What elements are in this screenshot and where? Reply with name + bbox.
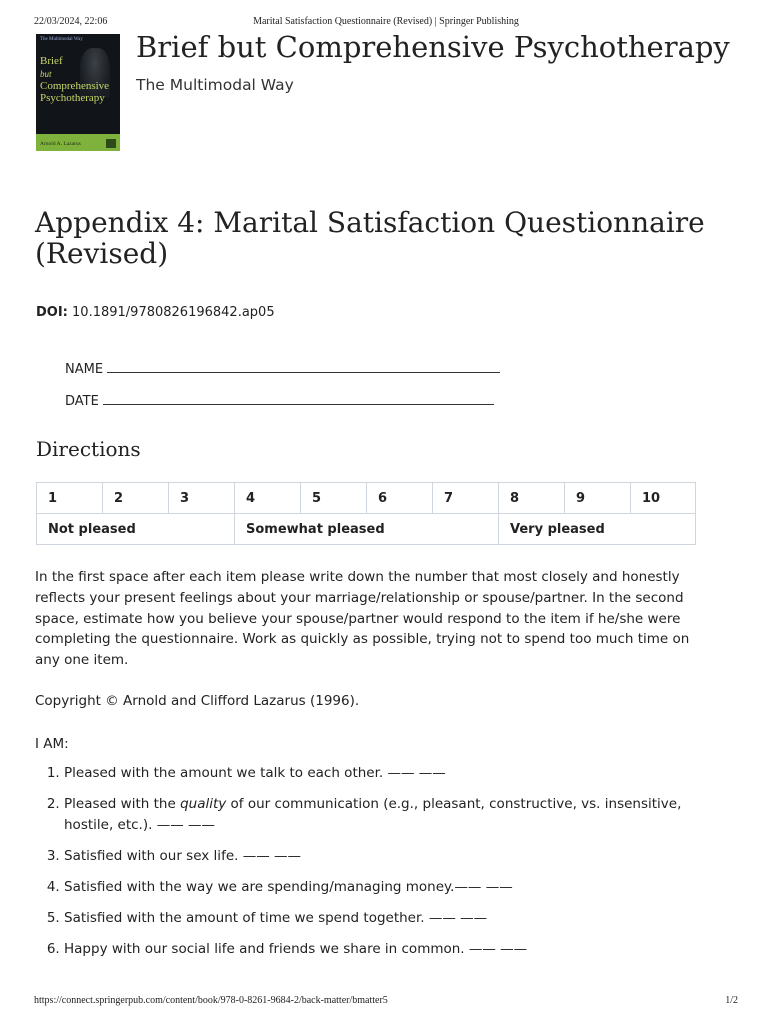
print-url[interactable]: https://connect.springerpub.com/content/book/978-0-8261-9684-2/back-matter/bmatter5: [34, 995, 388, 1006]
iam-label: I AM:: [35, 736, 69, 752]
doi-label: DOI:: [36, 305, 68, 320]
doi-link[interactable]: 10.1891/9780826196842.ap05: [72, 305, 275, 320]
print-header: [34, 16, 738, 30]
scale-number-cell: 4: [235, 483, 301, 514]
date-label: DATE: [65, 394, 99, 409]
scale-number-cell: 7: [433, 483, 499, 514]
book-subtitle: The Multimodal Way: [136, 76, 294, 94]
directions-text: In the first space after each item please write down the number that most closely and honestly reflects your present feelings about your marriage/relationship or spouse/partner. In the second space, estimate how you believe your spouse/partner would respond to the item if he/she were completing the questionnaire. Work as quickly as possible, trying not to spend too much time on any one item.: [35, 569, 690, 669]
cover-title-line: Comprehensive: [40, 80, 110, 92]
directions-heading: Directions: [36, 437, 141, 461]
scale-number-cell: 1: [37, 483, 103, 514]
copyright-text: Copyright © Arnold and Clifford Lazarus (1996).: [35, 693, 360, 709]
date-blank: [103, 392, 494, 405]
rating-scale-table: [36, 482, 696, 545]
scale-label-cell: Somewhat pleased: [235, 514, 499, 545]
book-cover-image[interactable]: [36, 34, 120, 151]
scale-number-row: [37, 483, 696, 514]
name-blank: [107, 360, 500, 373]
cover-title-line: but: [40, 69, 52, 79]
print-page-title: Marital Satisfaction Questionnaire (Revised) | Springer Publishing: [253, 16, 519, 27]
questionnaire-items: [35, 763, 729, 970]
scale-number-cell: 3: [169, 483, 235, 514]
scale-number-cell: 9: [565, 483, 631, 514]
print-page-number: 1/2: [725, 995, 738, 1006]
list-item: 5. Satisfied with the amount of time we spend together. —— ——: [64, 908, 729, 929]
doi-line: [36, 305, 275, 320]
date-field-line: [65, 392, 494, 409]
scale-label-cell: Not pleased: [37, 514, 235, 545]
scale-number-cell: 10: [631, 483, 696, 514]
chapter-title: Appendix 4: Marital Satisfaction Questionnaire (Revised): [35, 206, 705, 270]
list-item: 6. Happy with our social life and friends we share in common. —— ——: [64, 939, 729, 960]
cover-title-line: Brief: [40, 55, 63, 67]
cover-series: The Multimodal Way: [40, 37, 83, 42]
list-item: 2. Pleased with the quality of our communication (e.g., pleasant, constructive, vs. insensitive, hostile, etc.). —— ——: [64, 794, 729, 836]
scale-label-cell: Very pleased: [499, 514, 696, 545]
name-label: NAME: [65, 362, 104, 377]
name-field-line: [65, 360, 500, 377]
list-item: 1. Pleased with the amount we talk to each other. —— ——: [64, 763, 729, 784]
scale-number-cell: 8: [499, 483, 565, 514]
print-footer: [34, 995, 738, 1009]
book-title[interactable]: Brief but Comprehensive Psychotherapy: [136, 30, 730, 64]
list-item: 3. Satisfied with our sex life. —— ——: [64, 846, 729, 867]
cover-title-line: Psychotherapy: [40, 92, 105, 104]
print-timestamp: 22/03/2024, 22:06: [34, 16, 108, 27]
scale-number-cell: 6: [367, 483, 433, 514]
scale-label-row: [37, 514, 696, 545]
publisher-logo-icon: [106, 139, 116, 148]
scale-number-cell: 2: [103, 483, 169, 514]
scale-number-cell: 5: [301, 483, 367, 514]
cover-author: Arnold A. Lazarus: [40, 141, 81, 147]
list-item: 4. Satisfied with the way we are spending/managing money.—— ——: [64, 877, 729, 898]
